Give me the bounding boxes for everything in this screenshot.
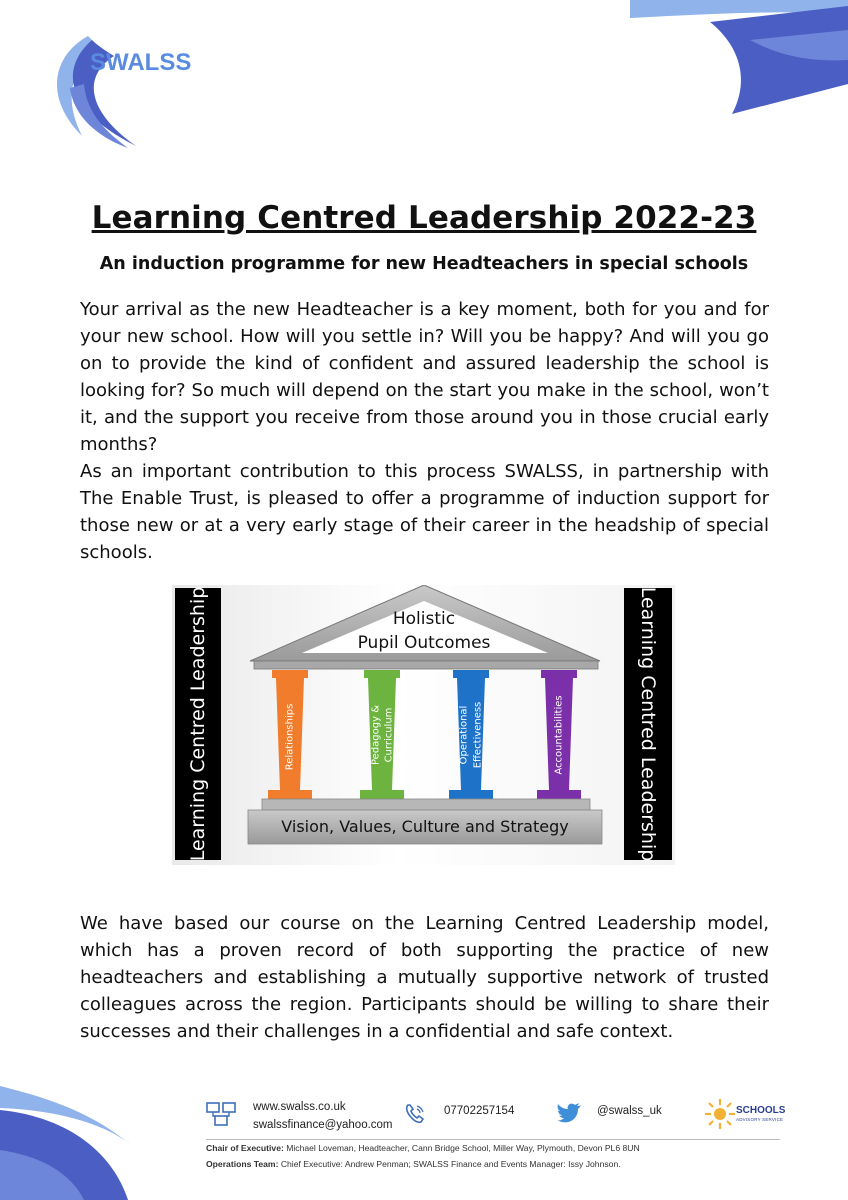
schools-advisory-sun-icon [704, 1098, 736, 1130]
corner-decoration-bottom [0, 1086, 150, 1200]
page-title: Learning Centred Leadership 2022-23 [91, 200, 757, 236]
phone-icon [403, 1102, 427, 1126]
base-step [262, 799, 590, 810]
roof-label-line-1: Holistic [392, 609, 456, 629]
footer-ops-label: Operations Team: [206, 1159, 279, 1169]
schools-advisory-subtext: ADVISORY SERVICE [736, 1117, 784, 1122]
footer-ops-line [206, 1159, 621, 1169]
pillar-label-pedagogy-2: Curriculum [383, 707, 395, 763]
leadership-model-diagram [172, 585, 675, 865]
footer-phone[interactable]: 07702257154 [444, 1105, 515, 1117]
twitter-icon [556, 1102, 582, 1124]
footer-ops-text: Chief Executive: Andrew Penman; SWALSS Finance and Events Manager: Issy Johnson. [278, 1159, 621, 1169]
pillar-pedagogy [360, 670, 404, 799]
side-label-left: Learning Centred Leadership [187, 586, 209, 862]
pillar-label-operational-1: Operational [458, 705, 470, 765]
pillar-label-relationships: Relationships [284, 703, 296, 771]
programme-paragraph: As an important contribution to this process SWALSS, in partnership with The Enable Trust, is pleased to offer a programme of induction support for those new or at a very early stage of their career in the headship of special schools. [80, 461, 769, 563]
swalss-logo [30, 28, 210, 153]
footer-twitter[interactable]: @swalss_uk [597, 1105, 662, 1117]
footer-chair-label: Chair of Executive: [206, 1143, 284, 1153]
pillar-operational [449, 670, 493, 799]
side-label-right: Learning Centred Leadership [637, 586, 659, 862]
roof-beam [254, 661, 598, 669]
roof-label-line-2: Pupil Outcomes [357, 633, 491, 653]
course-paragraph: We have based our course on the Learning Centred Leadership model, which has a proven record of both supporting the practice of new headteachers and establishing a mutually supportive network of trusted colleagues across the region. Participants should be willing to share their successes and their challenges in a confidential and safe context. [80, 913, 769, 1042]
pillar-label-accountabilities: Accountabilities [553, 695, 565, 775]
page-subtitle: An induction programme for new Headteachers in special schools [99, 254, 749, 274]
footer-chair-text: Michael Loveman, Headteacher, Cann Bridge School, Miller Way, Plymouth, Devon PL6 8UN [283, 1143, 640, 1153]
footer-chair-line [206, 1143, 640, 1153]
pillar-label-operational-2: Effectiveness [472, 701, 484, 769]
logo-wordmark: SWALSS [90, 49, 192, 76]
footer-website[interactable]: www.swalss.co.uk [253, 1101, 346, 1113]
foundation-label: Vision, Values, Culture and Strategy [281, 817, 569, 836]
schools-advisory-wordmark: SCHOOLS [736, 1105, 786, 1116]
corner-decoration-top [600, 0, 848, 120]
pillar-label-pedagogy-1: Pedagogy & [370, 704, 382, 766]
website-icon [206, 1101, 236, 1127]
intro-paragraph: Your arrival as the new Headteacher is a key moment, both for you and for your new school. How will you settle in? Will you be happy? And will you go on to provide the kind of confident and assured leadership the school is looking for? So much will depend on the start you make in the school, won’t it, and the support you receive from those around you in those crucial early months? [80, 299, 769, 455]
footer-divider [206, 1139, 780, 1140]
footer-email[interactable]: swalssfinance@yahoo.com [253, 1119, 393, 1131]
